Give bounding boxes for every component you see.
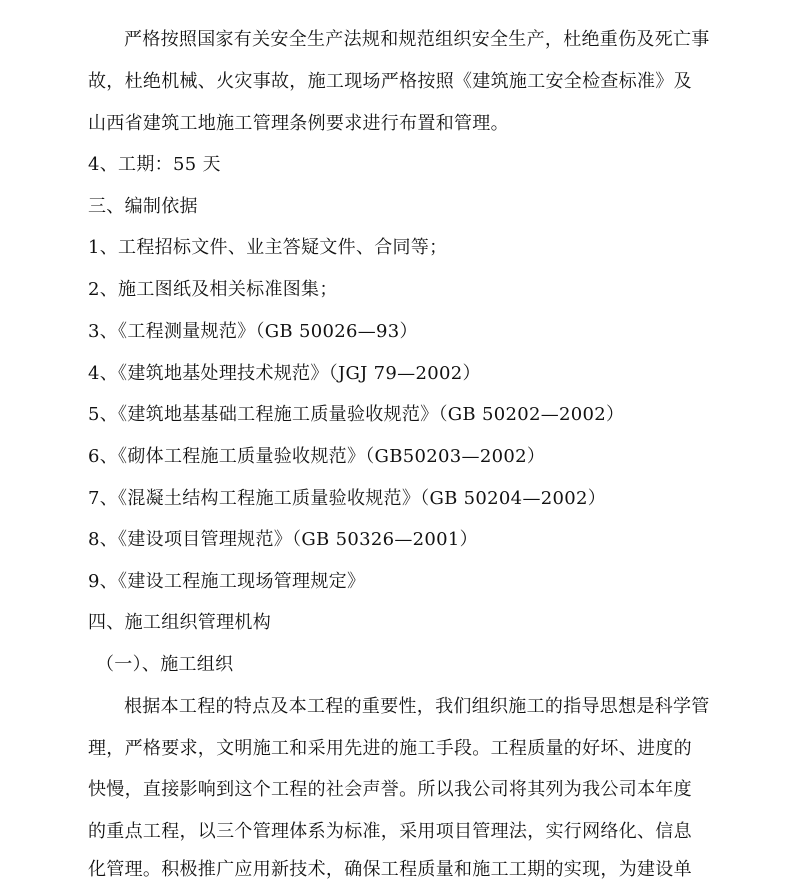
basis-item: 9、《建设工程施工现场管理规定》 — [88, 571, 366, 592]
paragraph-organization-line-2: 理，严格要求，文明施工和采用先进的施工手段。工程质量的好坏、进度的 — [88, 738, 692, 759]
construction-period-item: 4、工期：55 天 — [88, 154, 221, 175]
basis-item: 6、《砌体工程施工质量验收规范》（GB50203—2002） — [88, 446, 546, 467]
paragraph-safety-line-2: 故，杜绝机械、火灾事故，施工现场严格按照《建筑施工安全检查标准》及 — [88, 71, 692, 92]
section-heading-basis: 三、编制依据 — [88, 196, 198, 217]
basis-item: 4、《建筑地基处理技术规范》（JGJ 79—2002） — [88, 363, 481, 384]
paragraph-organization-line-3: 快慢，直接影响到这个工程的社会声誉。所以我公司将其列为我公司本年度 — [88, 779, 692, 800]
paragraph-safety-line-3: 山西省建筑工地施工管理条例要求进行布置和管理。 — [88, 113, 509, 134]
basis-item: 7、《混凝土结构工程施工质量验收规范》（GB 50204—2002） — [88, 488, 607, 509]
basis-item: 2、施工图纸及相关标准图集； — [88, 279, 338, 300]
paragraph-organization-line-1: 根据本工程的特点及本工程的重要性，我们组织施工的指导思想是科学管 — [124, 696, 710, 717]
section-heading-organization: 四、施工组织管理机构 — [88, 612, 271, 633]
basis-item: 5、《建筑地基基础工程施工质量验收规范》（GB 50202—2002） — [88, 404, 625, 425]
basis-item: 3、《工程测量规范》（GB 50026—93） — [88, 321, 418, 342]
basis-item: 8、《建设项目管理规范》（GB 50326—2001） — [88, 529, 478, 550]
paragraph-safety-line-1: 严格按照国家有关安全生产法规和规范组织安全生产，杜绝重伤及死亡事 — [124, 29, 710, 50]
subsection-heading-organization: （一）、施工组织 — [96, 654, 234, 675]
basis-item: 1、工程招标文件、业主答疑文件、合同等； — [88, 237, 448, 258]
paragraph-organization-line-5: 化管理。积极推广应用新技术，确保工程质量和施工工期的实现，为建设单 — [88, 859, 692, 880]
paragraph-organization-line-4: 的重点工程，以三个管理体系为标准，采用项目管理法，实行网络化、信息 — [88, 821, 692, 842]
